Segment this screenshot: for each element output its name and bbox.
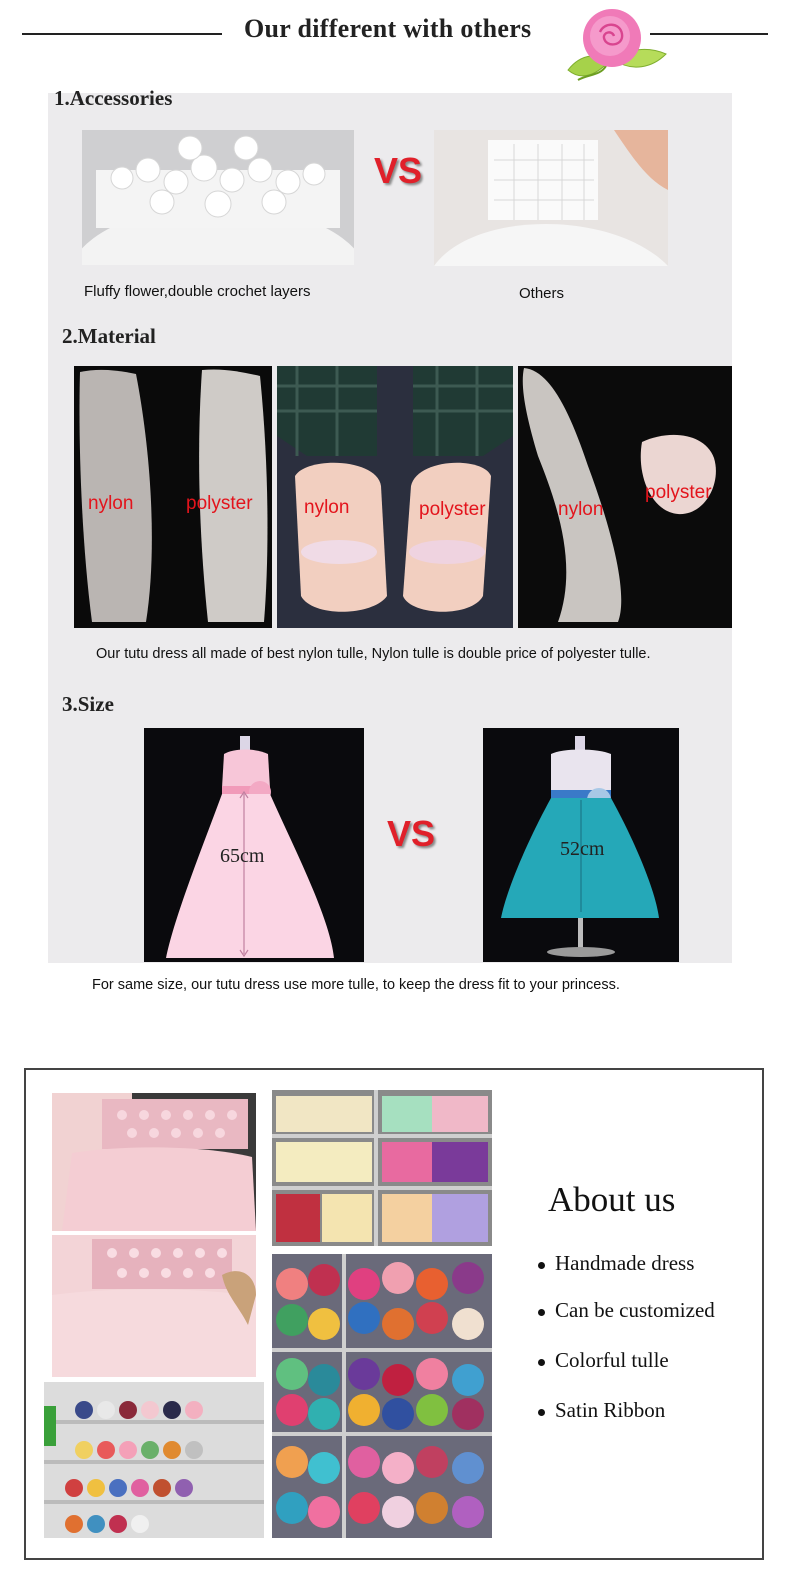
accessories-photo-ours [82, 130, 354, 265]
size-vs-label: VS [387, 813, 436, 854]
about-item-satin-ribbon [538, 1398, 665, 1423]
size-measure-others: 52cm [560, 838, 605, 860]
about-item-handmade [538, 1251, 694, 1276]
bullet-icon [538, 1359, 545, 1366]
about-photo-ribbon-shelf [44, 1382, 264, 1538]
about-item-label: Can be customized [555, 1298, 715, 1322]
about-item-colorful-tulle [538, 1348, 669, 1373]
bullet-icon [538, 1409, 545, 1416]
accessories-vs-label: VS [374, 150, 423, 191]
material-title: 2.Material [62, 324, 156, 348]
size-measure-ours: 65cm [220, 845, 265, 867]
about-item-label: Handmade dress [555, 1251, 695, 1275]
about-photo-pink-dress-2 [52, 1235, 256, 1377]
accessories-title: 1.Accessories [54, 86, 173, 110]
about-photo-fabric-rolls [272, 1254, 492, 1538]
bullet-icon [538, 1309, 545, 1316]
material-label-polyster-3: polyster [645, 482, 712, 503]
accessories-photo-others [434, 130, 668, 266]
accessories-caption-others: Others [519, 285, 565, 302]
material-label-nylon-1: nylon [88, 493, 134, 514]
accessories-caption-ours: Fluffy flower,double crochet layers [84, 283, 311, 300]
about-photo-pink-dress-1 [52, 1093, 256, 1231]
about-item-label: Colorful tulle [555, 1348, 669, 1372]
page-title: Our different with others [244, 14, 532, 43]
size-title: 3.Size [62, 692, 114, 716]
rose-icon [548, 4, 672, 94]
about-us-title: About us [548, 1180, 676, 1219]
about-item-label: Satin Ribbon [555, 1398, 666, 1422]
material-label-polyster-1: polyster [186, 493, 253, 514]
bullet-icon [538, 1262, 545, 1269]
header-rule-left [22, 33, 222, 35]
material-label-polyster-2: polyster [419, 499, 486, 520]
about-item-customized [538, 1298, 715, 1323]
material-label-nylon-3: nylon [558, 499, 604, 520]
material-label-nylon-2: nylon [304, 497, 350, 518]
material-caption: Our tutu dress all made of best nylon tulle, Nylon tulle is double price of polyester tulle. [96, 646, 651, 662]
about-photo-tulle-shelf [272, 1090, 492, 1246]
size-caption: For same size, our tutu dress use more tulle, to keep the dress fit to your princess. [92, 977, 620, 993]
